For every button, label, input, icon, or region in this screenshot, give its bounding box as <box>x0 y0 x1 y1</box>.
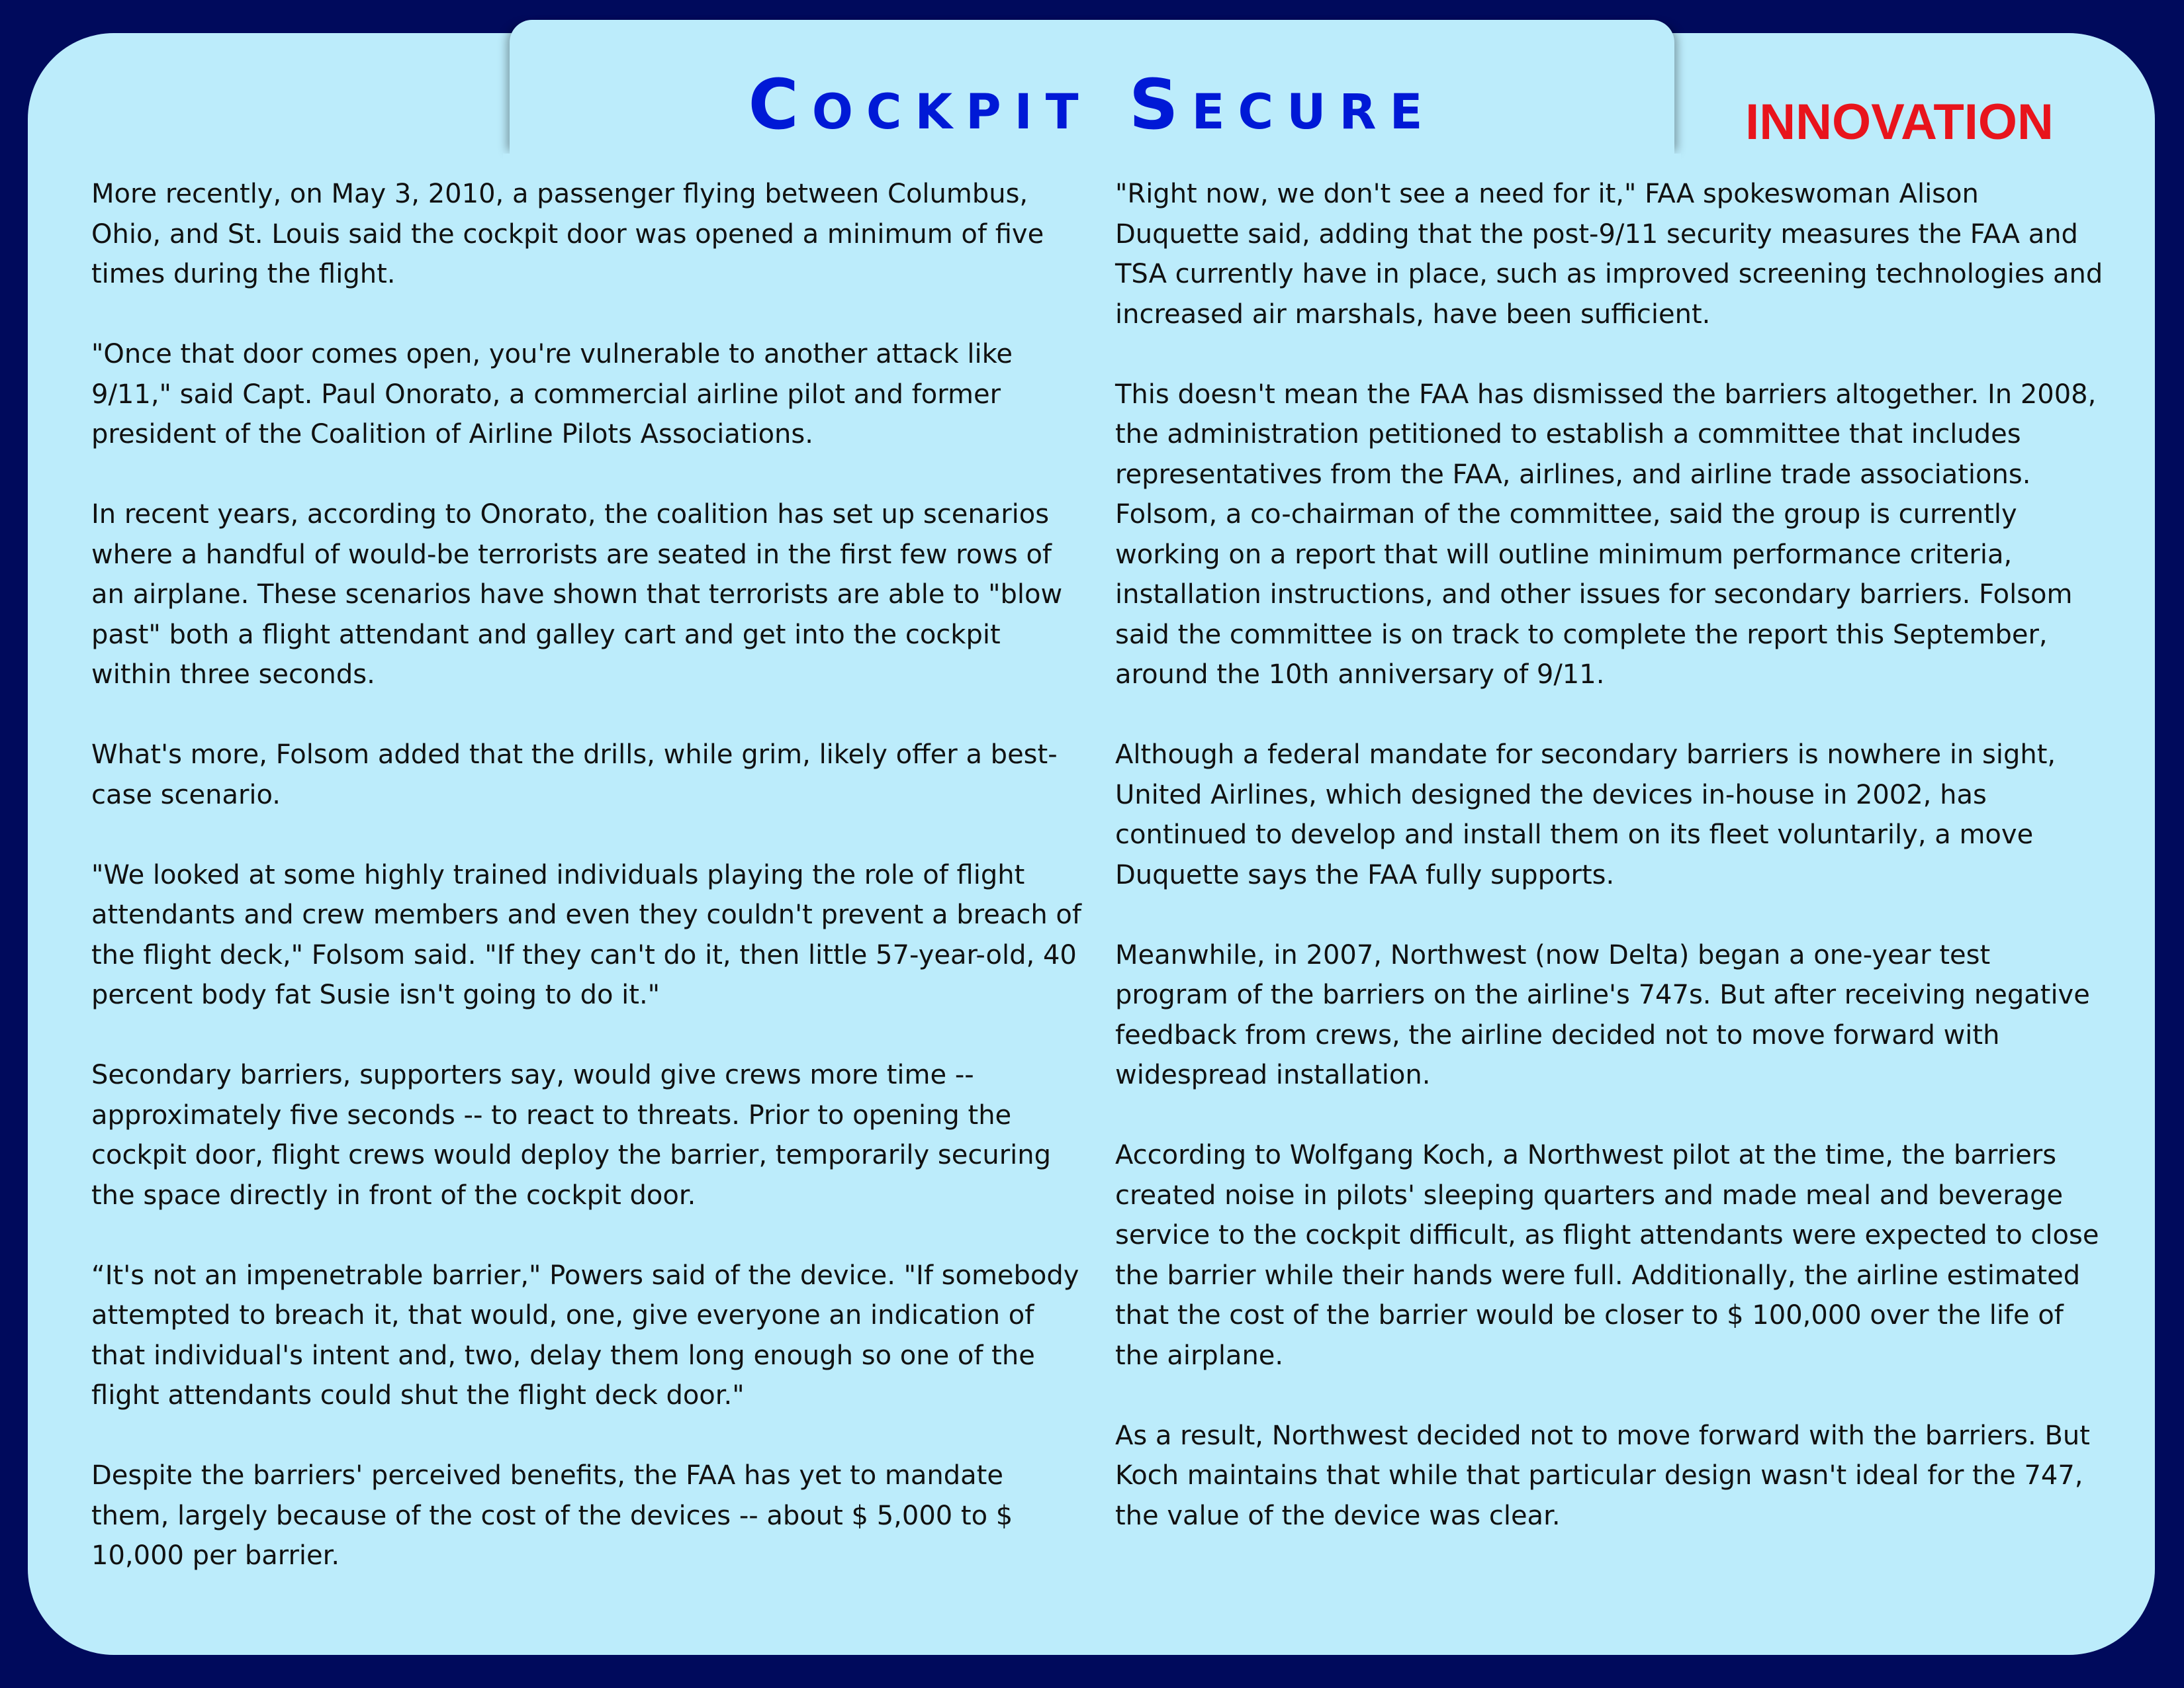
paragraph: "Right now, we don't see a need for it," FAA spokeswoman Alison Duquette said, adding that the post-9/11 security measures the FAA and TSA currently have in place, such as improved screening technologies and increased air marshals, have been sufficient. <box>1115 179 2103 330</box>
left-column <box>91 174 1084 1616</box>
section-label: INNOVATION <box>1745 94 2054 150</box>
paragraph: In recent years, according to Onorato, the coalition has set up scenarios where a handful of would-be terrorists are seated in the first few rows of an airplane. These scenarios have shown that terrorists are able to "blow past" both a flight attendant and galley cart and get into the cockpit within three seconds. <box>91 499 1063 690</box>
paragraph: Meanwhile, in 2007, Northwest (now Delta) began a one-year test program of the barriers on the airline's 747s. But after receiving negative feedback from crews, the airline decided not to move forward with widespread installation. <box>1115 939 2090 1090</box>
paragraph: "Once that door comes open, you're vulnerable to another attack like 9/11," said Capt. Paul Onorato, a commercial airline pilot and former president of the Coalition of Airline Pilots Associations. <box>91 339 1013 449</box>
right-column <box>1115 174 2108 1576</box>
paragraph: According to Wolfgang Koch, a Northwest pilot at the time, the barriers created noise in pilots' sleeping quarters and made meal and beverage service to the cockpit difficult, as flight attendants were expected to close the barrier while their hands were full. Additionally, the airline estimated that the cost of the barrier would be closer to $ 100,000 over the life of the airplane. <box>1115 1140 2099 1371</box>
paragraph: Secondary barriers, supporters say, would give crews more time -- approximately five seconds -- to react to threats. Prior to opening the cockpit door, flight crews would deploy the barrier, temporarily securing the space directly in front of the cockpit door. <box>91 1060 1052 1211</box>
paragraph: “It's not an impenetrable barrier," Powers said of the device. "If somebody attempted to breach it, that would, one, give everyone an indication of that individual's intent and, two, delay them long enough so one of the flight attendants could shut the flight deck door." <box>91 1260 1079 1411</box>
page-title: Cockpit Secure <box>748 64 1436 145</box>
paragraph: As a result, Northwest decided not to move forward with the barriers. But Koch maintains that while that particular design wasn't ideal for the 747, the value of the device was clear. <box>1115 1420 2090 1531</box>
paragraph: This doesn't mean the FAA has dismissed the barriers altogether. In 2008, the administration petitioned to establish a committee that includes representatives from the FAA, airlines, and airline trade associations. Folsom, a co-chairman of the committee, said the group is currently working on a report that will outline minimum performance criteria, installation instructions, and other issues for secondary barriers. Folsom said the committee is on track to complete the report this September, around the 10th anniversary of 9/11. <box>1115 379 2097 690</box>
paragraph: "We looked at some highly trained individuals playing the role of flight attendants and crew members and even they couldn't prevent a breach of the flight deck," Folsom said. "If they can't do it, then little 57-year-old, 40 percent body fat Susie isn't going to do it." <box>91 859 1081 1010</box>
paragraph: Despite the barriers' perceived benefits, the FAA has yet to mandate them, largely because of the cost of the devices -- about $ 5,000 to $ 10,000 per barrier. <box>91 1460 1013 1571</box>
paragraph: More recently, on May 3, 2010, a passenger flying between Columbus, Ohio, and St. Louis said the cockpit door was opened a minimum of five times during the flight. <box>91 179 1044 289</box>
paragraph: What's more, Folsom added that the drills, while grim, likely offer a best-case scenario. <box>91 739 1058 810</box>
paragraph: Although a federal mandate for secondary barriers is nowhere in sight, United Airlines, which designed the devices in-house in 2002, has continued to develop and install them on its fleet voluntarily, a move Duquette says the FAA fully supports. <box>1115 739 2056 890</box>
